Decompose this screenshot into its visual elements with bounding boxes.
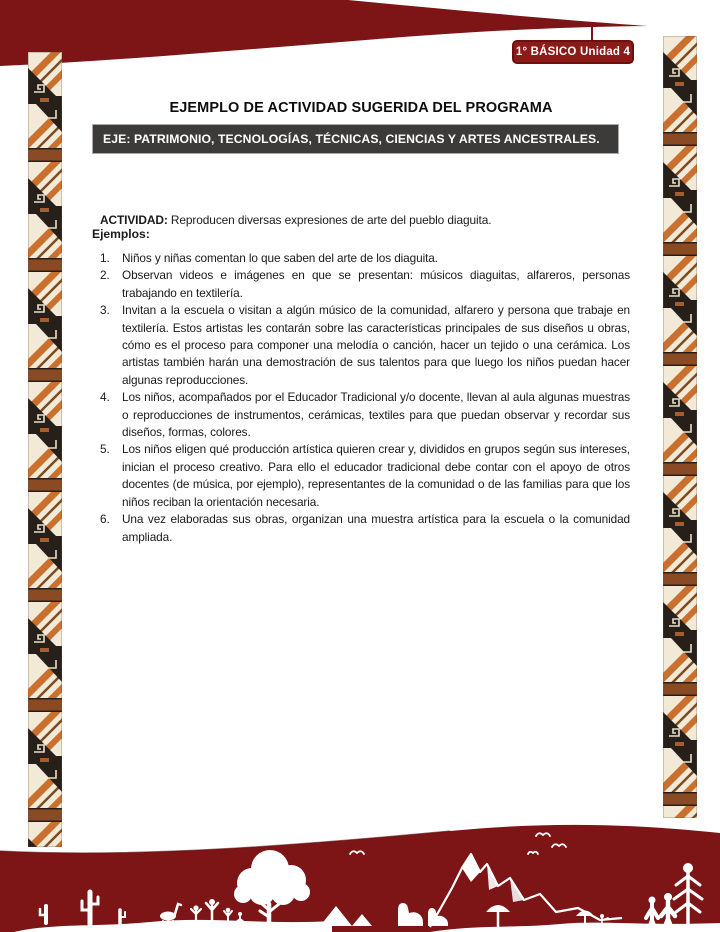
andean-pattern-left-icon — [28, 52, 62, 847]
eje-banner-label: EJE: PATRIMONIO, TECNOLOGÍAS, TÉCNICAS, CIENCIAS Y ARTES ANCESTRALES. — [103, 132, 600, 146]
list-item-number: 3. — [100, 303, 110, 318]
list-item — [92, 511, 630, 546]
unit-badge-label: 1° BÁSICO Unidad 4 — [515, 46, 631, 58]
examples-heading: Ejemplos: — [92, 227, 150, 241]
page-title: EJEMPLO DE ACTIVIDAD SUGERIDA DEL PROGRAMA — [169, 99, 553, 116]
list-item-number: 5. — [100, 442, 110, 457]
list-item-text: Los niños eligen qué producción artística quieren crear y, divididos en grupos según sus intereses, inician el proceso creativo. Para ello el educador tradicional debe contar con el apoyo de otros docentes (de música, por ejemplo), representantes de la comunidad o de las familias para que los niños reciban la orientación necesaria. — [122, 442, 630, 509]
eje-banner — [92, 124, 619, 154]
list-item — [92, 389, 630, 441]
list-item-text: Los niños, acompañados por el Educador Tradicional y/o docente, llevan al aula algunas muestras o reproducciones de instrumentos, cerámicas, textiles para que puedan observar y recordar sus diseños, formas, colores. — [122, 390, 630, 440]
list-item — [92, 250, 630, 267]
list-item-text: Una vez elaboradas sus obras, organizan una muestra artística para la escuela o la comunidad ampliada. — [122, 512, 630, 544]
andean-pattern-right-icon — [663, 36, 697, 818]
list-item-number: 6. — [100, 512, 110, 527]
andean-border-pattern-right — [663, 36, 697, 818]
list-item-number: 4. — [100, 390, 110, 405]
list-item-number: 1. — [100, 251, 110, 265]
activity-text: Reproducen diversas expresiones de arte del pueblo diaguita. — [167, 212, 492, 227]
list-item — [92, 302, 630, 389]
footer-landscape-illustration — [0, 820, 720, 932]
unit-badge — [512, 40, 634, 64]
list-item-text: Niños y niñas comentan lo que saben del arte de los diaguita. — [122, 251, 438, 265]
activity-label: ACTIVIDAD: — [100, 212, 168, 227]
list-item — [92, 441, 630, 511]
examples-list — [92, 250, 630, 546]
list-item — [92, 267, 630, 302]
list-item-text: Observan videos e imágenes en que se presentan: músicos diaguitas, alfareros, personas trabajando en textilería. — [122, 268, 630, 300]
list-item-number: 2. — [100, 268, 110, 283]
andean-border-pattern-left — [28, 52, 62, 847]
list-item-text: Invitan a la escuela o visitan a algún músico de la comunidad, alfarero y persona que trabaje en textilería. Estos artistas les contarán sobre las características principales de sus diseños u obras, cómo es el proceso para componer una melodía o canción, hacer un tejido o una cerámica. Los artistas también harán una demostración de sus talentos para que luego los niños puedan hacer algunas reproducciones. — [122, 303, 630, 387]
activity-line — [100, 213, 624, 227]
